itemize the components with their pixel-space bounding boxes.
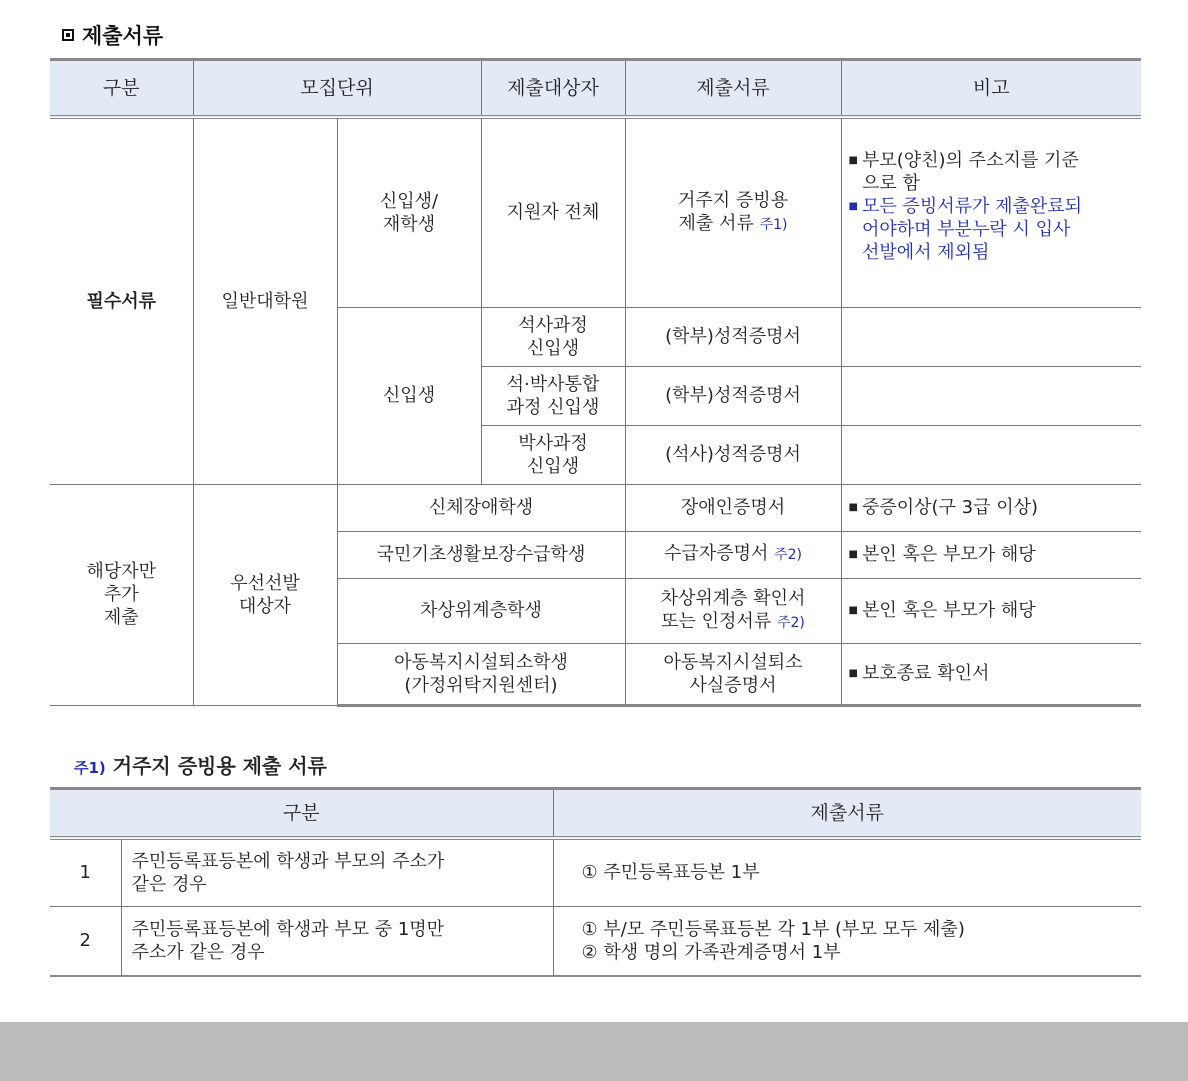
target: 국민기초생활보장수급학생 (337, 531, 625, 578)
document: 차상위계층 확인서 또는 인정서류 주2) (625, 578, 841, 643)
case-description: 주민등록표등본에 학생과 부모 중 1명만 주소가 같은 경우 (121, 906, 553, 976)
case-description: 주민등록표등본에 학생과 부모의 주소가 같은 경우 (121, 838, 553, 906)
row-number: 1 (50, 838, 121, 906)
square-bullet-icon (62, 29, 74, 41)
required-documents: ① 부/모 주민등록표등본 각 1부 (부모 모두 제출) ② 학생 명의 가족관계증명서 1부 (553, 906, 1141, 976)
target: 석·박사통합 과정 신입생 (481, 366, 625, 425)
document: (석사)성적증명서 (625, 425, 841, 484)
note-item-warning: ■ 모든 증빙서류가 제출완료되 어야하며 부분누락 시 입사 선발에서 제외됨 (848, 196, 1083, 263)
header-category: 구분 (50, 60, 193, 118)
table-header-row (50, 789, 1141, 839)
note-cell: ■ 본인 혹은 부모가 해당 (841, 578, 1141, 643)
target: 박사과정 신입생 (481, 425, 625, 484)
footnote-mark: 주2) (774, 547, 802, 563)
residence-proof-table (50, 787, 1141, 977)
unit-general-graduate: 일반대학원 (193, 117, 337, 484)
document: 아동복지시설퇴소 사실증명서 (625, 643, 841, 705)
header-unit: 모집단위 (193, 60, 481, 118)
note-cell: ■ 보호종료 확인서 (841, 643, 1141, 705)
unit-priority: 우선선발 대상자 (193, 484, 337, 705)
target-type-new-enrolled: 신입생/ 재학생 (337, 117, 481, 307)
table-row (50, 484, 1141, 531)
note-empty (841, 307, 1141, 366)
document: (학부)성적증명서 (625, 366, 841, 425)
target: 석사과정 신입생 (481, 307, 625, 366)
category-required: 필수서류 (50, 117, 193, 484)
target: 차상위계층학생 (337, 578, 625, 643)
header-note: 비고 (841, 60, 1141, 118)
footnote-title-text: 거주지 증빙용 제출 서류 (112, 754, 327, 778)
table-row (50, 838, 1141, 906)
target-type-new: 신입생 (337, 307, 481, 484)
note-empty (841, 425, 1141, 484)
note-empty (841, 366, 1141, 425)
document: 수급자증명서 주2) (625, 531, 841, 578)
table-header-row (50, 60, 1141, 118)
target-all-applicants: 지원자 전체 (481, 117, 625, 307)
row-number: 2 (50, 906, 121, 976)
footnote-mark: 주2) (776, 614, 805, 631)
category-additional: 해당자만 추가 제출 (50, 484, 193, 705)
header-documents: 제출서류 (553, 789, 1141, 839)
section-title (62, 20, 163, 50)
note-cell: ■ 중증이상(구 3급 이상) (841, 484, 1141, 531)
footer-band (0, 1022, 1188, 1081)
header-document: 제출서류 (625, 60, 841, 118)
required-documents: ① 주민등록표등본 1부 (553, 838, 1141, 906)
header-target: 제출대상자 (481, 60, 625, 118)
target: 신체장애학생 (337, 484, 625, 531)
table-row (50, 906, 1141, 976)
document: 장애인증명서 (625, 484, 841, 531)
note-cell (841, 117, 1141, 307)
table-row (50, 117, 1141, 307)
document-residence-proof (625, 117, 841, 307)
note-cell: ■ 본인 혹은 부모가 해당 (841, 531, 1141, 578)
footnote-title (74, 750, 327, 779)
section-title-text: 제출서류 (82, 24, 164, 48)
footnote-mark: 주1) (74, 759, 106, 777)
document: (학부)성적증명서 (625, 307, 841, 366)
note-item: ■ 부모(양친)의 주소지를 기준 으로 함 (848, 150, 1079, 194)
target: 아동복지시설퇴소학생 (가정위탁지원센터) (337, 643, 625, 705)
header-category: 구분 (50, 789, 553, 839)
footnote-mark: 주1) (759, 216, 788, 233)
required-documents-table (50, 58, 1141, 707)
document-residence-proof-label: 거주지 증빙용 제출 서류 (677, 189, 789, 234)
